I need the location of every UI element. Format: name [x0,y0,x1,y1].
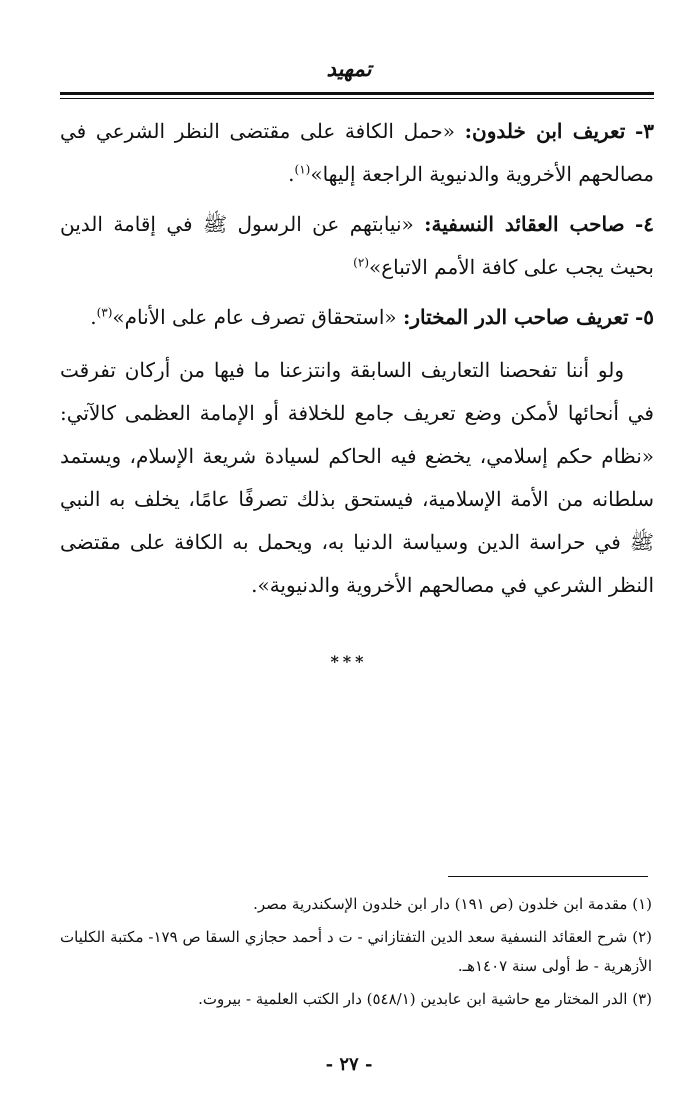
combined-definition: «نظام حكم إسلامي، يخضع فيه الحاكم لسيادة شريعة الإسلام، ويستمد سلطانه من الأمة الإسلامية، فيستحق بذلك تصرفًا عامًا، يخلف به النبي ﷺ في حراسة الدين وسياسة الدنيا به، ويحمل به الكافة على مقتضى النظر الشرعي في مصالحهم الأخروية والدنيوية». [60,444,654,597]
item-number: ٣- [634,119,654,143]
main-text [60,110,654,607]
item-number: ٥- [634,305,654,329]
footnote-3: (٣) الدر المختار مع حاشية ابن عابدين (٥٤٨/١) دار الكتب العلمية - بيروت. [198,990,652,1008]
footnote-1: (١) مقدمة ابن خلدون (ص ١٩١) دار ابن خلدون الإسكندرية مصر. [253,895,652,913]
footnote-rule [448,876,648,877]
item-tail: . [288,162,295,186]
conclusion-lead: ولو أننا تفحصنا التعاريف السابقة وانتزعنا ما فيها من أركان تفرقت في أنحائها لأمكن وضع تعريف جامع للخلافة أو الإمامة العظمى كالآتي: [60,358,654,425]
definition-item-4 [60,203,654,289]
item-label: صاحب العقائد النسفية: [424,212,625,236]
item-quote: «حمل الكافة على مقتضى النظر الشرعي في مصالحهم الأخروية والدنيوية الراجعة إليها» [60,119,654,186]
item-quote: «استحقاق تصرف عام على الأنام» [112,305,397,329]
footnote-ref: (٣) [96,305,113,320]
item-label: تعريف صاحب الدر المختار: [402,305,629,329]
running-head: تمهيد [326,56,372,81]
conclusion-paragraph [60,349,654,607]
footnote-2: (٢) شرح العقائد النسفية سعد الدين التفتازاني - ت د أحمد حجازي السقا ص ١٧٩- مكتبة الكليات الأزهرية - ط أولى سنة ١٤٠٧هـ. [60,928,653,975]
header-rule-thin [60,98,654,99]
item-label: تعريف ابن خلدون: [464,119,626,143]
definition-item-5 [60,296,654,339]
footnotes [60,890,652,1018]
item-quote: «نيابتهم عن الرسول ﷺ في إقامة الدين بحيث يجب على كافة الأمم الاتباع» [60,212,654,279]
item-number: ٤- [634,212,655,236]
footnote-ref: (١) [294,162,311,177]
header-rule-thick [60,92,654,95]
footnote-ref: (٢) [353,255,369,270]
section-separator: *** [330,652,368,671]
definition-item-3 [60,110,654,196]
page-number: - ٢٧ - [325,1054,373,1075]
item-tail: . [90,305,97,329]
